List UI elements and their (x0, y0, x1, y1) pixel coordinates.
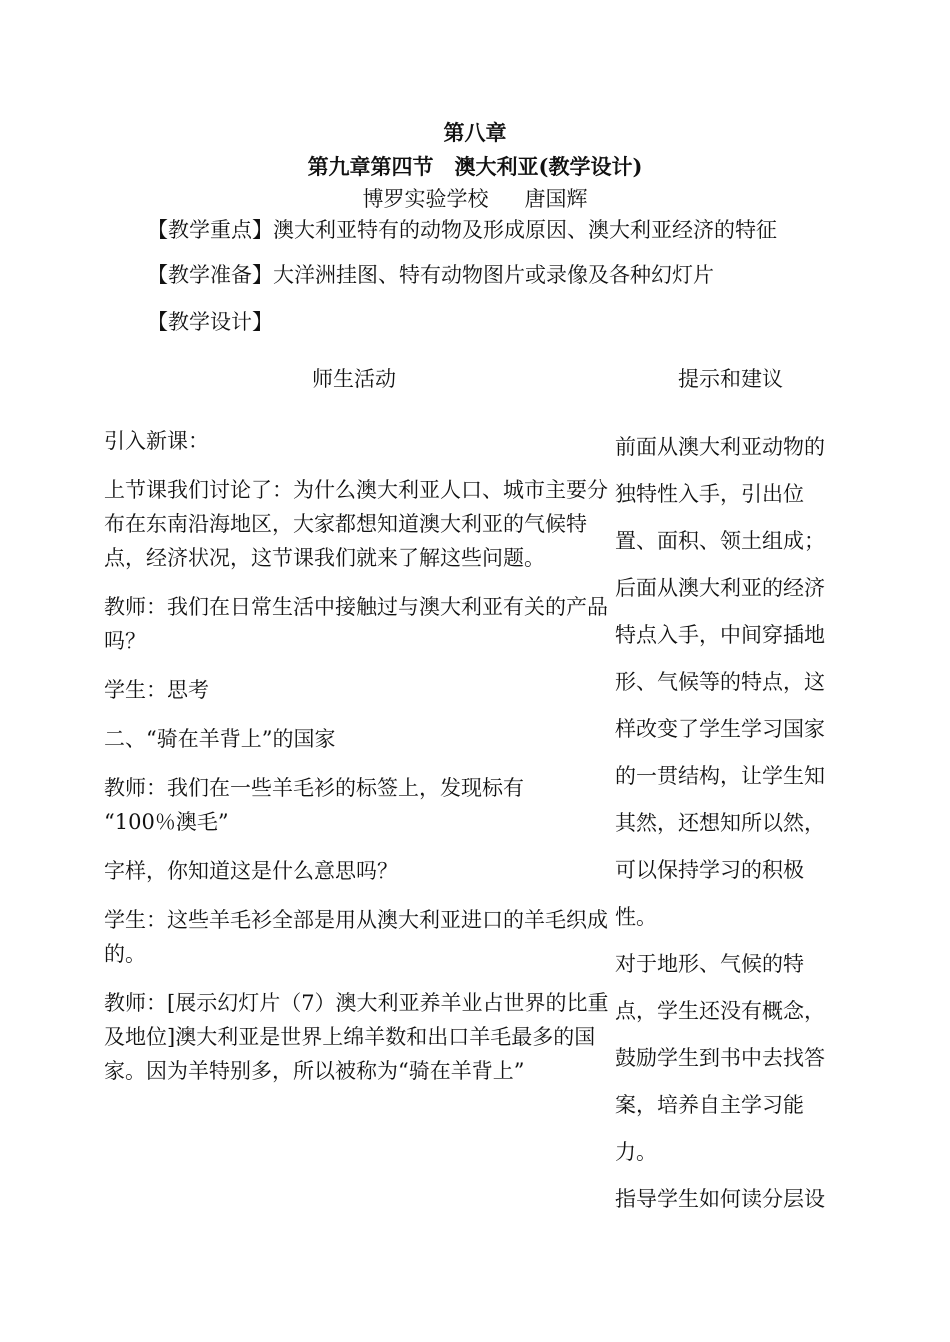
activity-paragraph: 字样，你知道这是什么意思吗？ (104, 859, 398, 883)
teaching-focus: 【教学重点】澳大利亚特有的动物及形成原因、澳大利亚经济的特征 (147, 218, 777, 242)
activity-paragraph: “100％澳毛” (104, 810, 229, 834)
author-line (0, 184, 950, 214)
activity-paragraph: 教师：我们在一些羊毛衫的标签上，发现标有 (104, 776, 524, 800)
activities-column (104, 424, 610, 1103)
suggestion-paragraph: 对于地形、气候的特点，学生还没有概念，鼓励学生到书中去找答案，培养自主学习能力。 (615, 952, 825, 1164)
activity-paragraph: 学生：这些羊毛衫全部是用从澳大利亚进口的羊毛织成的。 (104, 908, 608, 966)
chapter-heading: 第八章 (443, 120, 507, 145)
section-title: 第九章第四节 澳大利亚(教学设计) (307, 154, 643, 179)
activities-column-heading: 师生活动 (312, 367, 396, 391)
teaching-design-label: 【教学设计】 (147, 310, 273, 334)
activity-paragraph: 上节课我们讨论了：为什么澳大利亚人口、城市主要分布在东南沿海地区，大家都想知道澳大利亚的气候特点，经济状况，这节课我们就来了解这些问题。 (104, 478, 608, 570)
suggestion-paragraph: 前面从澳大利亚动物的独特性入手，引出位置、面积、领土组成；后面从澳大利亚的经济特点入手，中间穿插地形、气候等的特点，这样改变了学生学习国家的一贯结构，让学生知其然，还想知所以然，可以保持学习的积极性。 (615, 435, 825, 929)
activity-paragraph: 二、“骑在羊背上”的国家 (104, 727, 336, 751)
author-name: 唐国辉 (524, 187, 588, 211)
suggestions-column (615, 424, 841, 1223)
activity-paragraph: 学生：思考 (104, 678, 209, 702)
activity-paragraph: 教师：[展示幻灯片（7）澳大利亚养羊业占世界的比重及地位]澳大利亚是世界上绵羊数和出口羊毛最多的国家。因为羊特别多，所以被称为“骑在羊背上” (104, 991, 609, 1083)
suggestion-paragraph: 指导学生如何读分层设 (615, 1187, 825, 1211)
activity-paragraph: 教师：我们在日常生活中接触过与澳大利亚有关的产品吗？ (104, 595, 608, 653)
activity-paragraph: 引入新课： (104, 429, 209, 453)
teaching-preparation: 【教学准备】大洋洲挂图、特有动物图片或录像及各种幻灯片 (147, 263, 714, 287)
school-name: 博罗实验学校 (362, 187, 489, 211)
suggestions-column-heading: 提示和建议 (678, 367, 783, 391)
